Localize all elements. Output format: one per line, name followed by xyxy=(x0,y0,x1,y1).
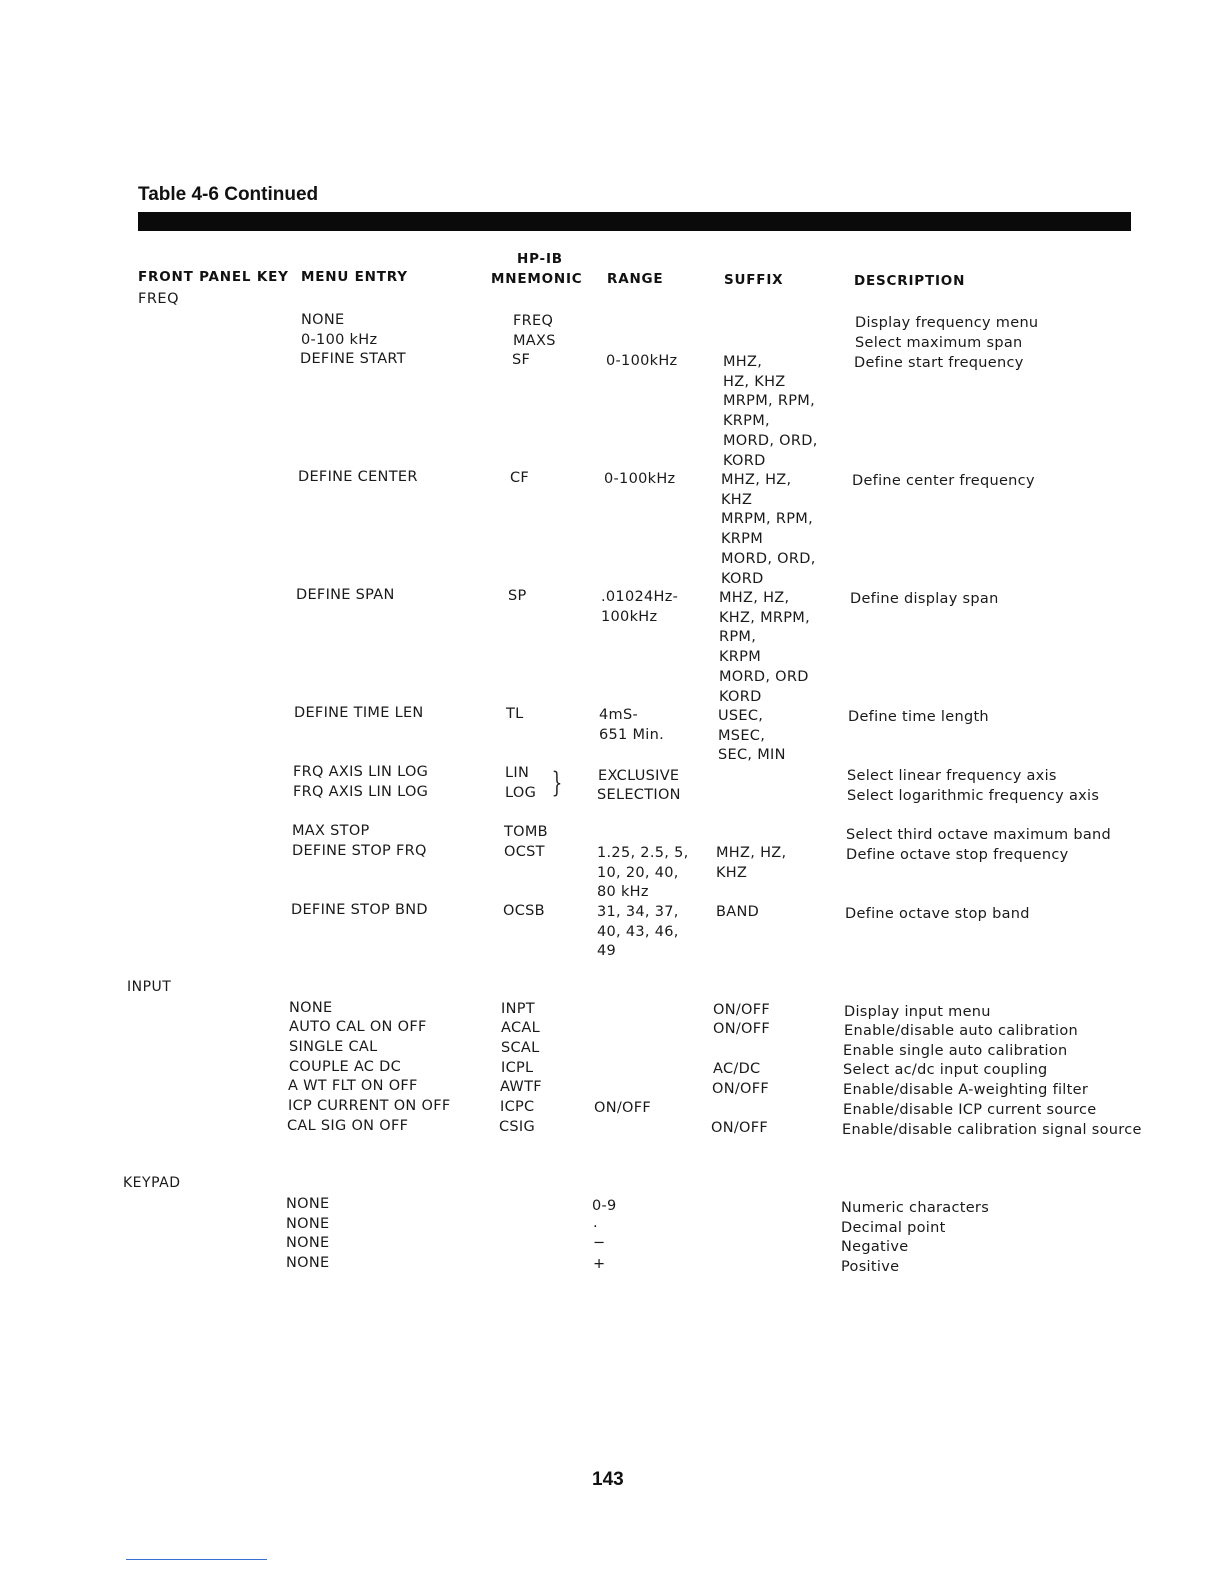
mnemonic: SP xyxy=(508,588,527,604)
mnemonic: SF xyxy=(512,352,531,368)
menu-entry: FRQ AXIS LIN LOG xyxy=(293,764,429,780)
description: Display input menu xyxy=(844,1004,991,1020)
table-title: Table 4-6 Continued xyxy=(138,184,319,205)
section-key-freq: FREQ xyxy=(138,291,179,307)
description: Define time length xyxy=(848,709,989,725)
menu-entry: NONE xyxy=(286,1216,330,1232)
mnemonic: FREQ xyxy=(513,313,554,329)
header-range: RANGE xyxy=(607,271,664,287)
menu-entry: DEFINE SPAN xyxy=(296,587,395,603)
page-number: 143 xyxy=(592,1469,624,1490)
menu-entry: AUTO CAL ON OFF xyxy=(289,1019,427,1035)
suffix: MHZ, HZ, KHZ MRPM, RPM, KRPM, MORD, ORD, KORD xyxy=(723,354,818,469)
mnemonic: ACAL xyxy=(501,1020,540,1036)
footnote-rule xyxy=(126,1559,267,1560)
suffix: MHZ, HZ, KHZ, MRPM, RPM, KRPM MORD, ORD KORD xyxy=(719,590,811,705)
menu-entry: NONE xyxy=(286,1196,330,1212)
description: Select ac/dc input coupling xyxy=(843,1062,1048,1078)
description: Define octave stop frequency xyxy=(846,847,1069,863)
mnemonic: ICPC xyxy=(500,1099,535,1115)
right-brace: } xyxy=(551,766,563,799)
description: Enable/disable ICP current source xyxy=(843,1102,1097,1118)
section-key-keypad: KEYPAD xyxy=(123,1175,181,1191)
mnemonic: AWTF xyxy=(500,1079,542,1095)
menu-entry: NONE xyxy=(289,1000,333,1016)
range: 0-100kHz xyxy=(604,471,676,487)
range: .01024Hz- 100kHz xyxy=(601,589,679,625)
suffix: ON/OFF xyxy=(712,1081,770,1097)
suffix: ON/OFF xyxy=(713,1002,771,1018)
description: Define start frequency xyxy=(854,355,1024,371)
mnemonic: CSIG xyxy=(499,1119,536,1135)
menu-entry: MAX STOP xyxy=(292,823,370,839)
suffix: BAND xyxy=(716,904,760,920)
suffix: USEC, MSEC, SEC, MIN xyxy=(718,708,786,764)
menu-entry: FRQ AXIS LIN LOG xyxy=(293,784,429,800)
description: Enable single auto calibration xyxy=(843,1043,1068,1059)
mnemonic: TOMB xyxy=(504,824,548,840)
description: Display frequency menu xyxy=(855,315,1039,331)
menu-entry: 0-100 kHz xyxy=(301,332,378,348)
menu-entry: NONE xyxy=(286,1255,330,1271)
mnemonic: OCSB xyxy=(503,903,545,919)
header-description: DESCRIPTION xyxy=(854,273,966,289)
mnemonic: SCAL xyxy=(501,1040,540,1056)
description: Decimal point xyxy=(841,1220,946,1236)
description: Define display span xyxy=(850,591,999,607)
header-hpib: HP-IB xyxy=(517,251,563,267)
mnemonic: OCST xyxy=(504,844,545,860)
range: SELECTION xyxy=(597,787,681,803)
description: Select linear frequency axis xyxy=(847,768,1057,784)
header-front-panel-key: FRONT PANEL KEY xyxy=(138,269,289,285)
section-key-input: INPUT xyxy=(127,979,172,995)
range: 0-100kHz xyxy=(606,353,678,369)
description: Enable/disable calibration signal source xyxy=(842,1122,1142,1138)
menu-entry: DEFINE START xyxy=(300,351,406,367)
menu-entry: A WT FLT ON OFF xyxy=(288,1078,418,1094)
header-mnemonic: MNEMONIC xyxy=(491,271,583,287)
range: − xyxy=(593,1235,606,1251)
mnemonic: CF xyxy=(510,470,530,486)
description: Enable/disable auto calibration xyxy=(844,1023,1078,1039)
menu-entry: DEFINE STOP BND xyxy=(291,902,428,918)
description: Select maximum span xyxy=(855,335,1023,351)
range: EXCLUSIVE xyxy=(598,768,680,784)
suffix: MHZ, HZ, KHZ xyxy=(716,845,787,881)
mnemonic: INPT xyxy=(501,1001,535,1017)
range: 4mS- 651 Min. xyxy=(599,707,665,743)
mnemonic: LOG xyxy=(505,785,537,801)
menu-entry: DEFINE STOP FRQ xyxy=(292,843,427,859)
header-suffix: SUFFIX xyxy=(724,272,784,288)
menu-entry: DEFINE CENTER xyxy=(298,469,418,485)
description: Enable/disable A-weighting filter xyxy=(843,1082,1089,1098)
description: Select logarithmic frequency axis xyxy=(847,788,1100,804)
menu-entry: CAL SIG ON OFF xyxy=(287,1118,409,1134)
menu-entry: DEFINE TIME LEN xyxy=(294,705,424,721)
mnemonic: MAXS xyxy=(513,333,556,349)
range: . xyxy=(593,1215,598,1231)
menu-entry: NONE xyxy=(301,312,345,328)
menu-entry: SINGLE CAL xyxy=(289,1039,378,1055)
menu-entry: NONE xyxy=(286,1235,330,1251)
title-rule xyxy=(138,212,1131,231)
mnemonic: LIN xyxy=(505,765,530,781)
description: Negative xyxy=(841,1239,909,1255)
range: + xyxy=(593,1256,606,1272)
description: Select third octave maximum band xyxy=(846,827,1112,843)
header-menu-entry: MENU ENTRY xyxy=(301,269,408,285)
menu-entry: COUPLE AC DC xyxy=(289,1059,402,1075)
range: 0-9 xyxy=(592,1198,617,1214)
range: ON/OFF xyxy=(594,1100,652,1116)
suffix: ON/OFF xyxy=(711,1120,769,1136)
range: 1.25, 2.5, 5, 10, 20, 40, 80 kHz xyxy=(597,845,689,901)
suffix: AC/DC xyxy=(713,1061,761,1077)
mnemonic: ICPL xyxy=(501,1060,534,1076)
suffix: MHZ, HZ, KHZ MRPM, RPM, KRPM MORD, ORD, KORD xyxy=(721,472,816,587)
description: Positive xyxy=(841,1259,900,1275)
range: 31, 34, 37, 40, 43, 46, 49 xyxy=(597,904,679,960)
suffix: ON/OFF xyxy=(713,1021,771,1037)
mnemonic: TL xyxy=(506,706,524,722)
description: Define center frequency xyxy=(852,473,1035,489)
description: Define octave stop band xyxy=(845,906,1030,922)
description: Numeric characters xyxy=(841,1200,990,1216)
menu-entry: ICP CURRENT ON OFF xyxy=(288,1098,451,1114)
